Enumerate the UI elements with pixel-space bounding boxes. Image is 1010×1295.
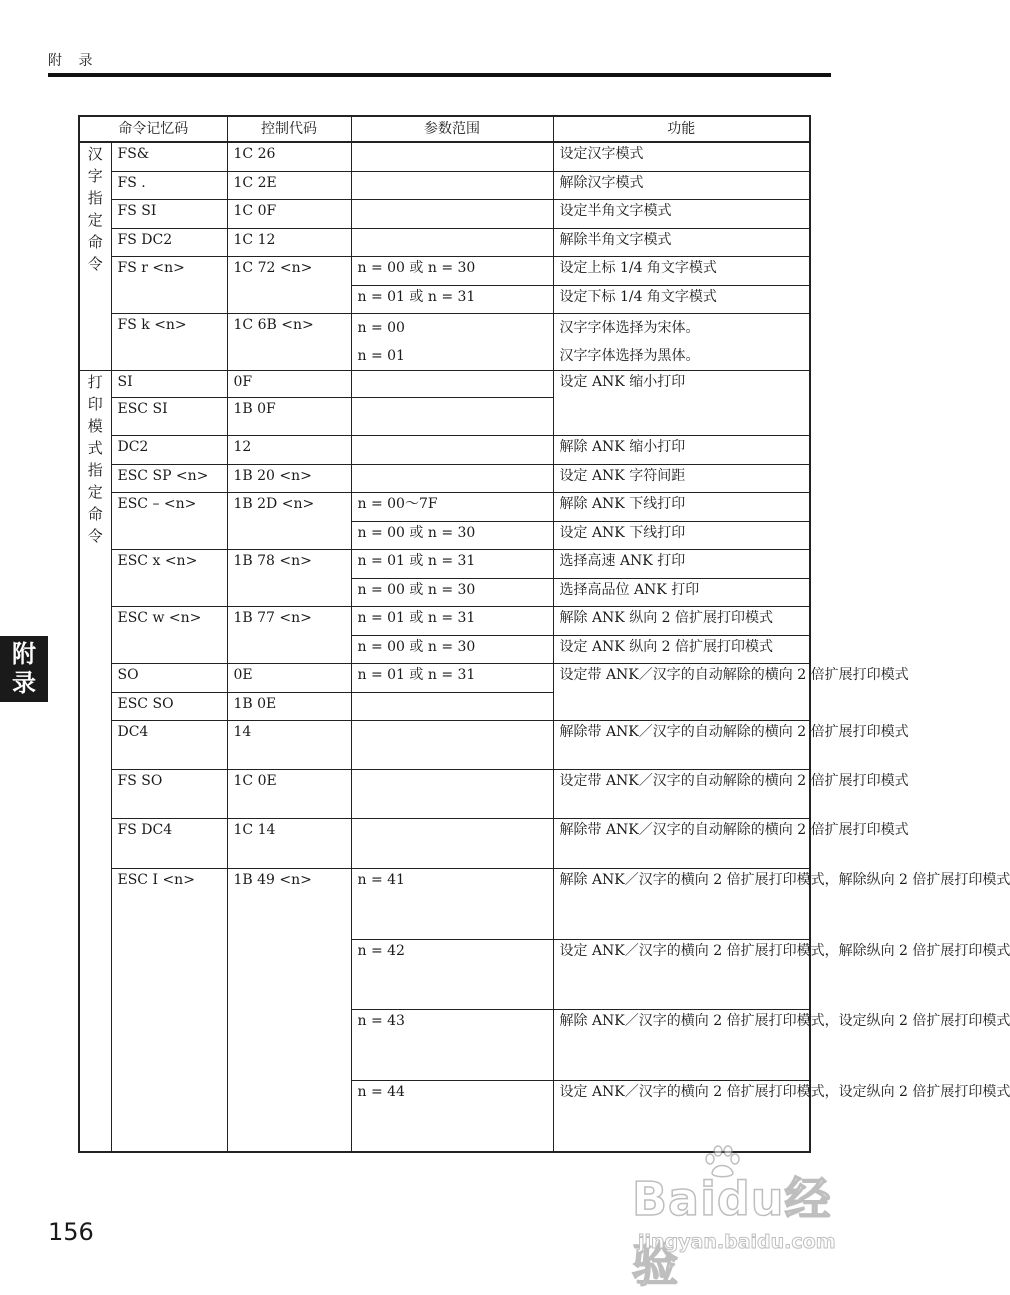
cell-param bbox=[351, 435, 553, 464]
cell-param: n = 00～7F bbox=[351, 492, 553, 521]
table-row bbox=[79, 720, 810, 769]
cell-cmd: SI bbox=[111, 370, 227, 397]
cell-func: 设定汉字模式 bbox=[553, 142, 810, 171]
cell-func: 设定半角文字模式 bbox=[553, 199, 810, 228]
group-label-print-mode-text: 打印模式指定命令 bbox=[87, 372, 103, 545]
cell-param bbox=[351, 397, 553, 435]
cell-code: 1C 0E bbox=[227, 769, 351, 818]
cell-func: 解除汉字模式 bbox=[553, 171, 810, 199]
cell-param: n = 01 或 n = 31 bbox=[351, 606, 553, 635]
cell-func: 设定带 ANK／汉字的自动解除的横向 2 倍扩展打印模式 bbox=[553, 663, 810, 720]
cell-param bbox=[351, 769, 553, 818]
cell-param bbox=[351, 818, 553, 868]
column-header-parameter-range: 参数范围 bbox=[351, 116, 553, 142]
cell-cmd: ESC I <n> bbox=[111, 868, 227, 1152]
cell-param: n = 00 或 n = 30 bbox=[351, 256, 553, 285]
cell-func: 设定带 ANK／汉字的自动解除的横向 2 倍扩展打印模式 bbox=[553, 769, 810, 818]
cell-func: 解除带 ANK／汉字的自动解除的横向 2 倍扩展打印模式 bbox=[553, 720, 810, 769]
table-row bbox=[79, 769, 810, 818]
cell-cmd: ESC – <n> bbox=[111, 492, 227, 549]
cell-param: n = 01 bbox=[357, 347, 405, 364]
cell-param bbox=[351, 370, 553, 397]
table-row bbox=[79, 370, 810, 397]
cell-param bbox=[351, 720, 553, 769]
cell-param: n = 43 bbox=[351, 1009, 553, 1080]
cell-code: 1B 0E bbox=[227, 692, 351, 720]
cell-func: 解除半角文字模式 bbox=[553, 228, 810, 256]
group-label-kanji bbox=[79, 142, 111, 370]
cell-func: 解除 ANK 下线打印 bbox=[553, 492, 810, 521]
table-row bbox=[79, 142, 810, 171]
cell-func: 设定 ANK 字符间距 bbox=[553, 464, 810, 492]
cell-code: 1C 0F bbox=[227, 199, 351, 228]
cell-code: 1C 72 <n> bbox=[227, 256, 351, 313]
table-row bbox=[79, 868, 810, 939]
cell-func: 解除 ANK／汉字的横向 2 倍扩展打印模式，设定纵向 2 倍扩展打印模式 bbox=[553, 1009, 810, 1080]
cell-cmd: ESC SP <n> bbox=[111, 464, 227, 492]
cell-func: 解除 ANK 纵向 2 倍扩展打印模式 bbox=[553, 606, 810, 635]
cell-param bbox=[351, 142, 553, 171]
group-label-print-mode bbox=[79, 370, 111, 1152]
page-header-title: 附 录 bbox=[48, 53, 99, 69]
table-header-row bbox=[79, 116, 810, 142]
cell-func: 选择高品位 ANK 打印 bbox=[553, 578, 810, 606]
cell-cmd: FS DC4 bbox=[111, 818, 227, 868]
command-table bbox=[78, 115, 1010, 1153]
cell-cmd: ESC w <n> bbox=[111, 606, 227, 663]
column-header-function: 功能 bbox=[553, 116, 810, 142]
cell-func: 解除 ANK 缩小打印 bbox=[553, 435, 810, 464]
cell-func: 汉字字体选择为宋体。 bbox=[559, 319, 700, 336]
cell-param: n = 01 或 n = 31 bbox=[351, 663, 553, 692]
cell-cmd: DC2 bbox=[111, 435, 227, 464]
cell-code: 1B 77 <n> bbox=[227, 606, 351, 663]
cell-code: 1B 78 <n> bbox=[227, 549, 351, 606]
cell-param: n = 00 或 n = 30 bbox=[351, 635, 553, 663]
cell-code: 0F bbox=[227, 370, 351, 397]
table-row bbox=[79, 256, 810, 285]
cell-param bbox=[351, 171, 553, 199]
cell-cmd: ESC SI bbox=[111, 397, 227, 435]
cell-param: n = 44 bbox=[351, 1080, 553, 1152]
cell-code: 0E bbox=[227, 663, 351, 692]
cell-func: 设定 ANK 下线打印 bbox=[553, 521, 810, 549]
cell-func: 汉字字体选择为黑体。 bbox=[559, 347, 700, 364]
cell-cmd: FS DC2 bbox=[111, 228, 227, 256]
page-number: 156 bbox=[48, 1218, 94, 1246]
cell-param: n = 00 或 n = 30 bbox=[351, 578, 553, 606]
cell-cmd: FS SO bbox=[111, 769, 227, 818]
side-tab-line-1: 附 bbox=[12, 640, 36, 668]
cell-cmd: SO bbox=[111, 663, 227, 692]
cell-code: 1B 0F bbox=[227, 397, 351, 435]
cell-code: 1C 26 bbox=[227, 142, 351, 171]
cell-param: n = 42 bbox=[351, 939, 553, 1009]
table-row bbox=[79, 435, 810, 464]
group-label-kanji-text: 汉字指定命令 bbox=[87, 145, 103, 273]
cell-func: 选择高速 ANK 打印 bbox=[553, 549, 810, 578]
cell-func: 设定 ANK／汉字的横向 2 倍扩展打印模式，解除纵向 2 倍扩展打印模式 bbox=[553, 939, 810, 1009]
cell-cmd: FS r <n> bbox=[111, 256, 227, 313]
cell-code: 12 bbox=[227, 435, 351, 464]
cell-func: 设定上标 1/4 角文字模式 bbox=[553, 256, 810, 285]
cell-cmd: FS SI bbox=[111, 199, 227, 228]
cell-code: 14 bbox=[227, 720, 351, 769]
cell-code: 1C 14 bbox=[227, 818, 351, 868]
cell-code: 1B 2D <n> bbox=[227, 492, 351, 549]
watermark-url-text: jingyan.baidu.com bbox=[638, 1231, 836, 1253]
cell-param bbox=[351, 228, 553, 256]
table-row bbox=[79, 663, 810, 692]
cell-param: n = 01 或 n = 31 bbox=[351, 285, 553, 313]
cell-code: 1B 49 <n> bbox=[227, 868, 351, 1152]
cell-param: n = 41 bbox=[351, 868, 553, 939]
cell-cmd: FS k <n> bbox=[111, 313, 227, 370]
cell-param bbox=[351, 199, 553, 228]
cell-cmd: DC4 bbox=[111, 720, 227, 769]
table-row bbox=[79, 492, 810, 521]
table-row bbox=[79, 549, 810, 578]
cell-code: 1C 2E bbox=[227, 171, 351, 199]
cell-code: 1B 20 <n> bbox=[227, 464, 351, 492]
cell-param-stack bbox=[351, 313, 553, 370]
table-row bbox=[79, 313, 810, 370]
header-rule bbox=[48, 73, 831, 77]
table-row bbox=[79, 171, 810, 199]
cell-cmd: FS& bbox=[111, 142, 227, 171]
cell-func: 设定 ANK 纵向 2 倍扩展打印模式 bbox=[553, 635, 810, 663]
cell-cmd: ESC SO bbox=[111, 692, 227, 720]
column-header-control-code: 控制代码 bbox=[227, 116, 351, 142]
cell-func-stack bbox=[553, 313, 810, 370]
table-row bbox=[79, 606, 810, 635]
baidu-watermark bbox=[632, 1145, 872, 1292]
cell-cmd: ESC x <n> bbox=[111, 549, 227, 606]
cell-param bbox=[351, 464, 553, 492]
cell-param: n = 00 bbox=[357, 319, 405, 336]
cell-func: 解除 ANK／汉字的横向 2 倍扩展打印模式，解除纵向 2 倍扩展打印模式 bbox=[553, 868, 810, 939]
cell-param bbox=[351, 692, 553, 720]
table-row bbox=[79, 228, 810, 256]
table-row bbox=[79, 818, 810, 868]
cell-cmd: FS . bbox=[111, 171, 227, 199]
cell-func: 设定 ANK 缩小打印 bbox=[553, 370, 810, 435]
column-header-mnemonic: 命令记忆码 bbox=[79, 116, 227, 142]
cell-param: n = 00 或 n = 30 bbox=[351, 521, 553, 549]
table-row bbox=[79, 199, 810, 228]
cell-param: n = 01 或 n = 31 bbox=[351, 549, 553, 578]
cell-func: 解除带 ANK／汉字的自动解除的横向 2 倍扩展打印模式 bbox=[553, 818, 810, 868]
side-tab-line-2: 录 bbox=[12, 669, 36, 697]
watermark-main-text: Baidu经验 bbox=[632, 1172, 832, 1292]
table-row bbox=[79, 464, 810, 492]
cell-code: 1C 12 bbox=[227, 228, 351, 256]
cell-func: 设定 ANK／汉字的横向 2 倍扩展打印模式，设定纵向 2 倍扩展打印模式 bbox=[553, 1080, 810, 1152]
cell-func: 设定下标 1/4 角文字模式 bbox=[553, 285, 810, 313]
cell-code: 1C 6B <n> bbox=[227, 313, 351, 370]
section-side-tab bbox=[0, 636, 48, 702]
